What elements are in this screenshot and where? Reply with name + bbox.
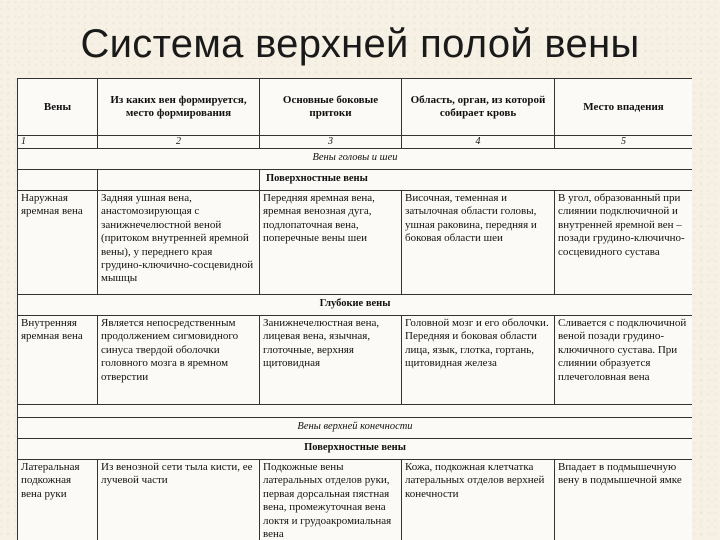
subsection-row-superficial-limb bbox=[18, 439, 693, 460]
blank-cell bbox=[18, 170, 98, 191]
cell-drainage-area: Головной мозг и его оболочки. Передняя и боковая области лица, язык, глотка, гортань, щитовидная железа bbox=[402, 316, 555, 405]
subsection-superficial: Поверхностные вены bbox=[260, 170, 693, 191]
cell-formation: Является непосредственным продолжением сигмовидного синуса твердой оболочки головного мозга в яремном отверстии bbox=[98, 316, 260, 405]
veins-table bbox=[17, 78, 692, 540]
column-number: 5 bbox=[555, 136, 693, 149]
cell-formation: Задняя ушная вена, анастомозирующая с занижнечелюстной веной (притоком внутренней яремной вены), у переднего края грудино-ключично-сосцевидной мышцы bbox=[98, 191, 260, 295]
column-number: 2 bbox=[98, 136, 260, 149]
table-row-external-jugular bbox=[18, 191, 693, 295]
subsection-row-superficial bbox=[18, 170, 693, 191]
section-upper-limb: Вены верхней конечности bbox=[18, 418, 693, 439]
cell-drainage-area: Височная, теменная и затылочная области головы, ушная раковина, передняя и боковая области шеи bbox=[402, 191, 555, 295]
veins-table-container bbox=[17, 78, 692, 540]
cell-termination: Впадает в подмышечную вену в подмышечной ямке bbox=[555, 460, 693, 540]
spacer-row bbox=[18, 405, 693, 418]
cell-termination: В угол, образованный при слиянии подключичной и внутренней яремной вен – позади грудино-ключично-сосцевидного сустава bbox=[555, 191, 693, 295]
column-number: 4 bbox=[402, 136, 555, 149]
blank-cell bbox=[98, 170, 260, 191]
cell-tributaries: Занижнечелюстная вена, лицевая вена, язычная, глоточные, верхняя щитовидная bbox=[260, 316, 402, 405]
column-number: 3 bbox=[260, 136, 402, 149]
subsection-deep: Глубокие вены bbox=[18, 295, 693, 316]
header-drainage-area: Область, орган, из которой собирает кровь bbox=[402, 79, 555, 136]
subsection-row-deep bbox=[18, 295, 693, 316]
cell-termination: Сливается с подключичной веной позади грудино-ключичного сустава. При слиянии образуется плечеголовная вена bbox=[555, 316, 693, 405]
cell-drainage-area: Кожа, подкожная клетчатка латеральных отделов верхней конечности bbox=[402, 460, 555, 540]
table-header-row bbox=[18, 79, 693, 136]
header-formation: Из каких вен формируется, место формирования bbox=[98, 79, 260, 136]
header-termination: Место впадения bbox=[555, 79, 693, 136]
cell-tributaries: Передняя яремная вена, яремная венозная дуга, подлопаточная вена, поперечные вены шеи bbox=[260, 191, 402, 295]
spacer-cell bbox=[18, 405, 693, 418]
section-row-upper-limb bbox=[18, 418, 693, 439]
column-number: 1 bbox=[18, 136, 98, 149]
cell-tributaries: Подкожные вены латеральных отделов руки, первая дорсальная пястная вена, промежуточная вена локтя и грудоакромиальная вена bbox=[260, 460, 402, 540]
table-row-internal-jugular bbox=[18, 316, 693, 405]
column-number-row bbox=[18, 136, 693, 149]
cell-vein-name: Латеральная подкожная вена руки bbox=[18, 460, 98, 540]
section-head-neck: Вены головы и шеи bbox=[18, 149, 693, 170]
header-veins: Вены bbox=[18, 79, 98, 136]
subsection-superficial-limb: Поверхностные вены bbox=[18, 439, 693, 460]
section-row-head-neck bbox=[18, 149, 693, 170]
cell-vein-name: Внутренняя яремная вена bbox=[18, 316, 98, 405]
table-row-lateral-saphenous bbox=[18, 460, 693, 540]
header-tributaries: Основные боковые притоки bbox=[260, 79, 402, 136]
cell-vein-name: Наружная яремная вена bbox=[18, 191, 98, 295]
cell-formation: Из венозной сети тыла кисти, ее лучевой части bbox=[98, 460, 260, 540]
slide-title: Система верхней полой вены bbox=[80, 22, 640, 66]
